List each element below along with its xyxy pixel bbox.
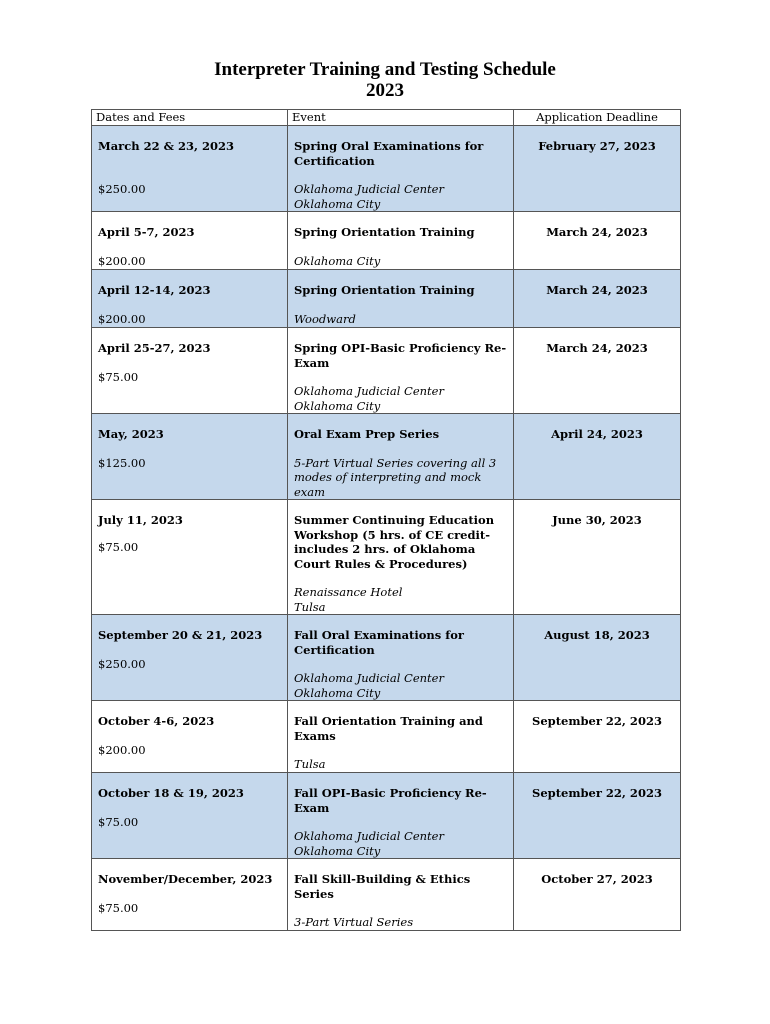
row-location: 3-Part Virtual Series <box>294 915 414 929</box>
header-row <box>92 110 681 126</box>
row-date: July 11, 2023 <box>98 513 183 527</box>
header-application-deadline: Application Deadline <box>514 110 681 126</box>
row-deadline: March 24, 2023 <box>546 283 648 297</box>
row-event: Spring OPI-Basic Proficiency Re-Exam <box>294 341 507 370</box>
event-cell <box>288 773 514 859</box>
title-line-2: 2023 <box>366 80 404 101</box>
deadline-cell <box>514 414 681 500</box>
row-location: Woodward <box>294 311 356 326</box>
deadline-cell <box>514 270 681 328</box>
row-date: April 25-27, 2023 <box>98 341 211 355</box>
dates-fees-cell <box>92 414 288 500</box>
title-line-1: Interpreter Training and Testing Schedule <box>214 59 556 80</box>
deadline-cell <box>514 126 681 212</box>
dates-fees-cell <box>92 126 288 212</box>
schedule-table <box>91 109 681 931</box>
deadline-cell <box>514 328 681 414</box>
dates-fees-cell <box>92 212 288 270</box>
dates-fees-cell <box>92 773 288 859</box>
row-fee: $125.00 <box>98 455 146 470</box>
row-location-city: Oklahoma City <box>294 843 381 858</box>
row-date: September 20 & 21, 2023 <box>98 628 263 642</box>
event-cell <box>288 270 514 328</box>
deadline-cell <box>514 500 681 615</box>
dates-fees-cell <box>92 500 288 615</box>
row-location-city: Oklahoma City <box>294 398 381 413</box>
deadline-cell <box>514 212 681 270</box>
row-location-city: Tulsa <box>294 599 326 614</box>
event-cell <box>288 328 514 414</box>
row-date: March 22 & 23, 2023 <box>98 139 235 153</box>
event-cell <box>288 859 514 931</box>
row-deadline: September 22, 2023 <box>532 786 662 800</box>
header-dates-fees: Dates and Fees <box>92 110 288 126</box>
row-location: Oklahoma Judicial Center <box>294 829 444 843</box>
table-row <box>92 414 681 500</box>
row-fee: $75.00 <box>98 900 139 915</box>
row-fee: $200.00 <box>98 253 146 268</box>
table-row <box>92 615 681 701</box>
row-event: Summer Continuing Education Workshop (5 hrs. of CE credit- includes 2 hrs. of Oklahoma Court Rules & Procedures) <box>294 513 495 571</box>
event-cell <box>288 701 514 773</box>
row-deadline: February 27, 2023 <box>538 139 656 153</box>
row-date: November/December, 2023 <box>98 872 273 886</box>
row-location: 5-Part Virtual Series covering all 3 modes of interpreting and mock exam <box>294 455 497 499</box>
row-event: Oral Exam Prep Series <box>294 427 440 441</box>
row-deadline: April 24, 2023 <box>551 427 643 441</box>
row-deadline: October 27, 2023 <box>541 872 653 886</box>
dates-fees-cell <box>92 701 288 773</box>
row-deadline: August 18, 2023 <box>544 628 650 642</box>
row-deadline: March 24, 2023 <box>546 341 648 355</box>
row-date: April 5-7, 2023 <box>98 225 195 239</box>
event-cell <box>288 212 514 270</box>
table-row <box>92 212 681 270</box>
row-date: April 12-14, 2023 <box>98 283 211 297</box>
row-event: Spring Oral Examinations for Certification <box>294 139 484 168</box>
row-deadline: September 22, 2023 <box>532 714 662 728</box>
row-event: Fall OPI-Basic Proficiency Re-Exam <box>294 786 487 815</box>
row-fee: $75.00 <box>98 539 139 554</box>
row-location-city: Oklahoma City <box>294 196 381 211</box>
header-event: Event <box>288 110 514 126</box>
dates-fees-cell <box>92 270 288 328</box>
event-cell <box>288 500 514 615</box>
row-event: Fall Oral Examinations for Certification <box>294 628 464 657</box>
table-row <box>92 328 681 414</box>
deadline-cell <box>514 701 681 773</box>
row-location: Oklahoma City <box>294 253 381 268</box>
row-event: Fall Orientation Training and Exams <box>294 714 483 743</box>
deadline-cell <box>514 615 681 701</box>
page-title <box>0 59 770 101</box>
row-location: Tulsa <box>294 757 326 771</box>
row-event: Fall Skill-Building & Ethics Series <box>294 872 471 901</box>
row-deadline: March 24, 2023 <box>546 225 648 239</box>
table-row <box>92 500 681 615</box>
table-row <box>92 859 681 931</box>
row-location-city: Oklahoma City <box>294 685 381 700</box>
deadline-cell <box>514 859 681 931</box>
row-fee: $75.00 <box>98 369 139 384</box>
row-fee: $200.00 <box>98 311 146 326</box>
row-event: Spring Orientation Training <box>294 283 475 297</box>
event-cell <box>288 414 514 500</box>
event-cell <box>288 615 514 701</box>
row-date: October 18 & 19, 2023 <box>98 786 244 800</box>
row-location: Oklahoma Judicial Center <box>294 182 444 196</box>
row-date: May, 2023 <box>98 427 164 441</box>
table-row <box>92 773 681 859</box>
dates-fees-cell <box>92 615 288 701</box>
row-location: Oklahoma Judicial Center <box>294 384 444 398</box>
row-event: Spring Orientation Training <box>294 225 475 239</box>
event-cell <box>288 126 514 212</box>
table-row <box>92 126 681 212</box>
row-location: Renaissance Hotel <box>294 585 403 599</box>
row-fee: $250.00 <box>98 181 146 196</box>
row-location: Oklahoma Judicial Center <box>294 671 444 685</box>
dates-fees-cell <box>92 859 288 931</box>
row-fee: $250.00 <box>98 656 146 671</box>
table-row <box>92 270 681 328</box>
deadline-cell <box>514 773 681 859</box>
row-fee: $200.00 <box>98 742 146 757</box>
table-row <box>92 701 681 773</box>
row-date: October 4-6, 2023 <box>98 714 215 728</box>
row-deadline: June 30, 2023 <box>552 513 642 527</box>
row-fee: $75.00 <box>98 814 139 829</box>
dates-fees-cell <box>92 328 288 414</box>
